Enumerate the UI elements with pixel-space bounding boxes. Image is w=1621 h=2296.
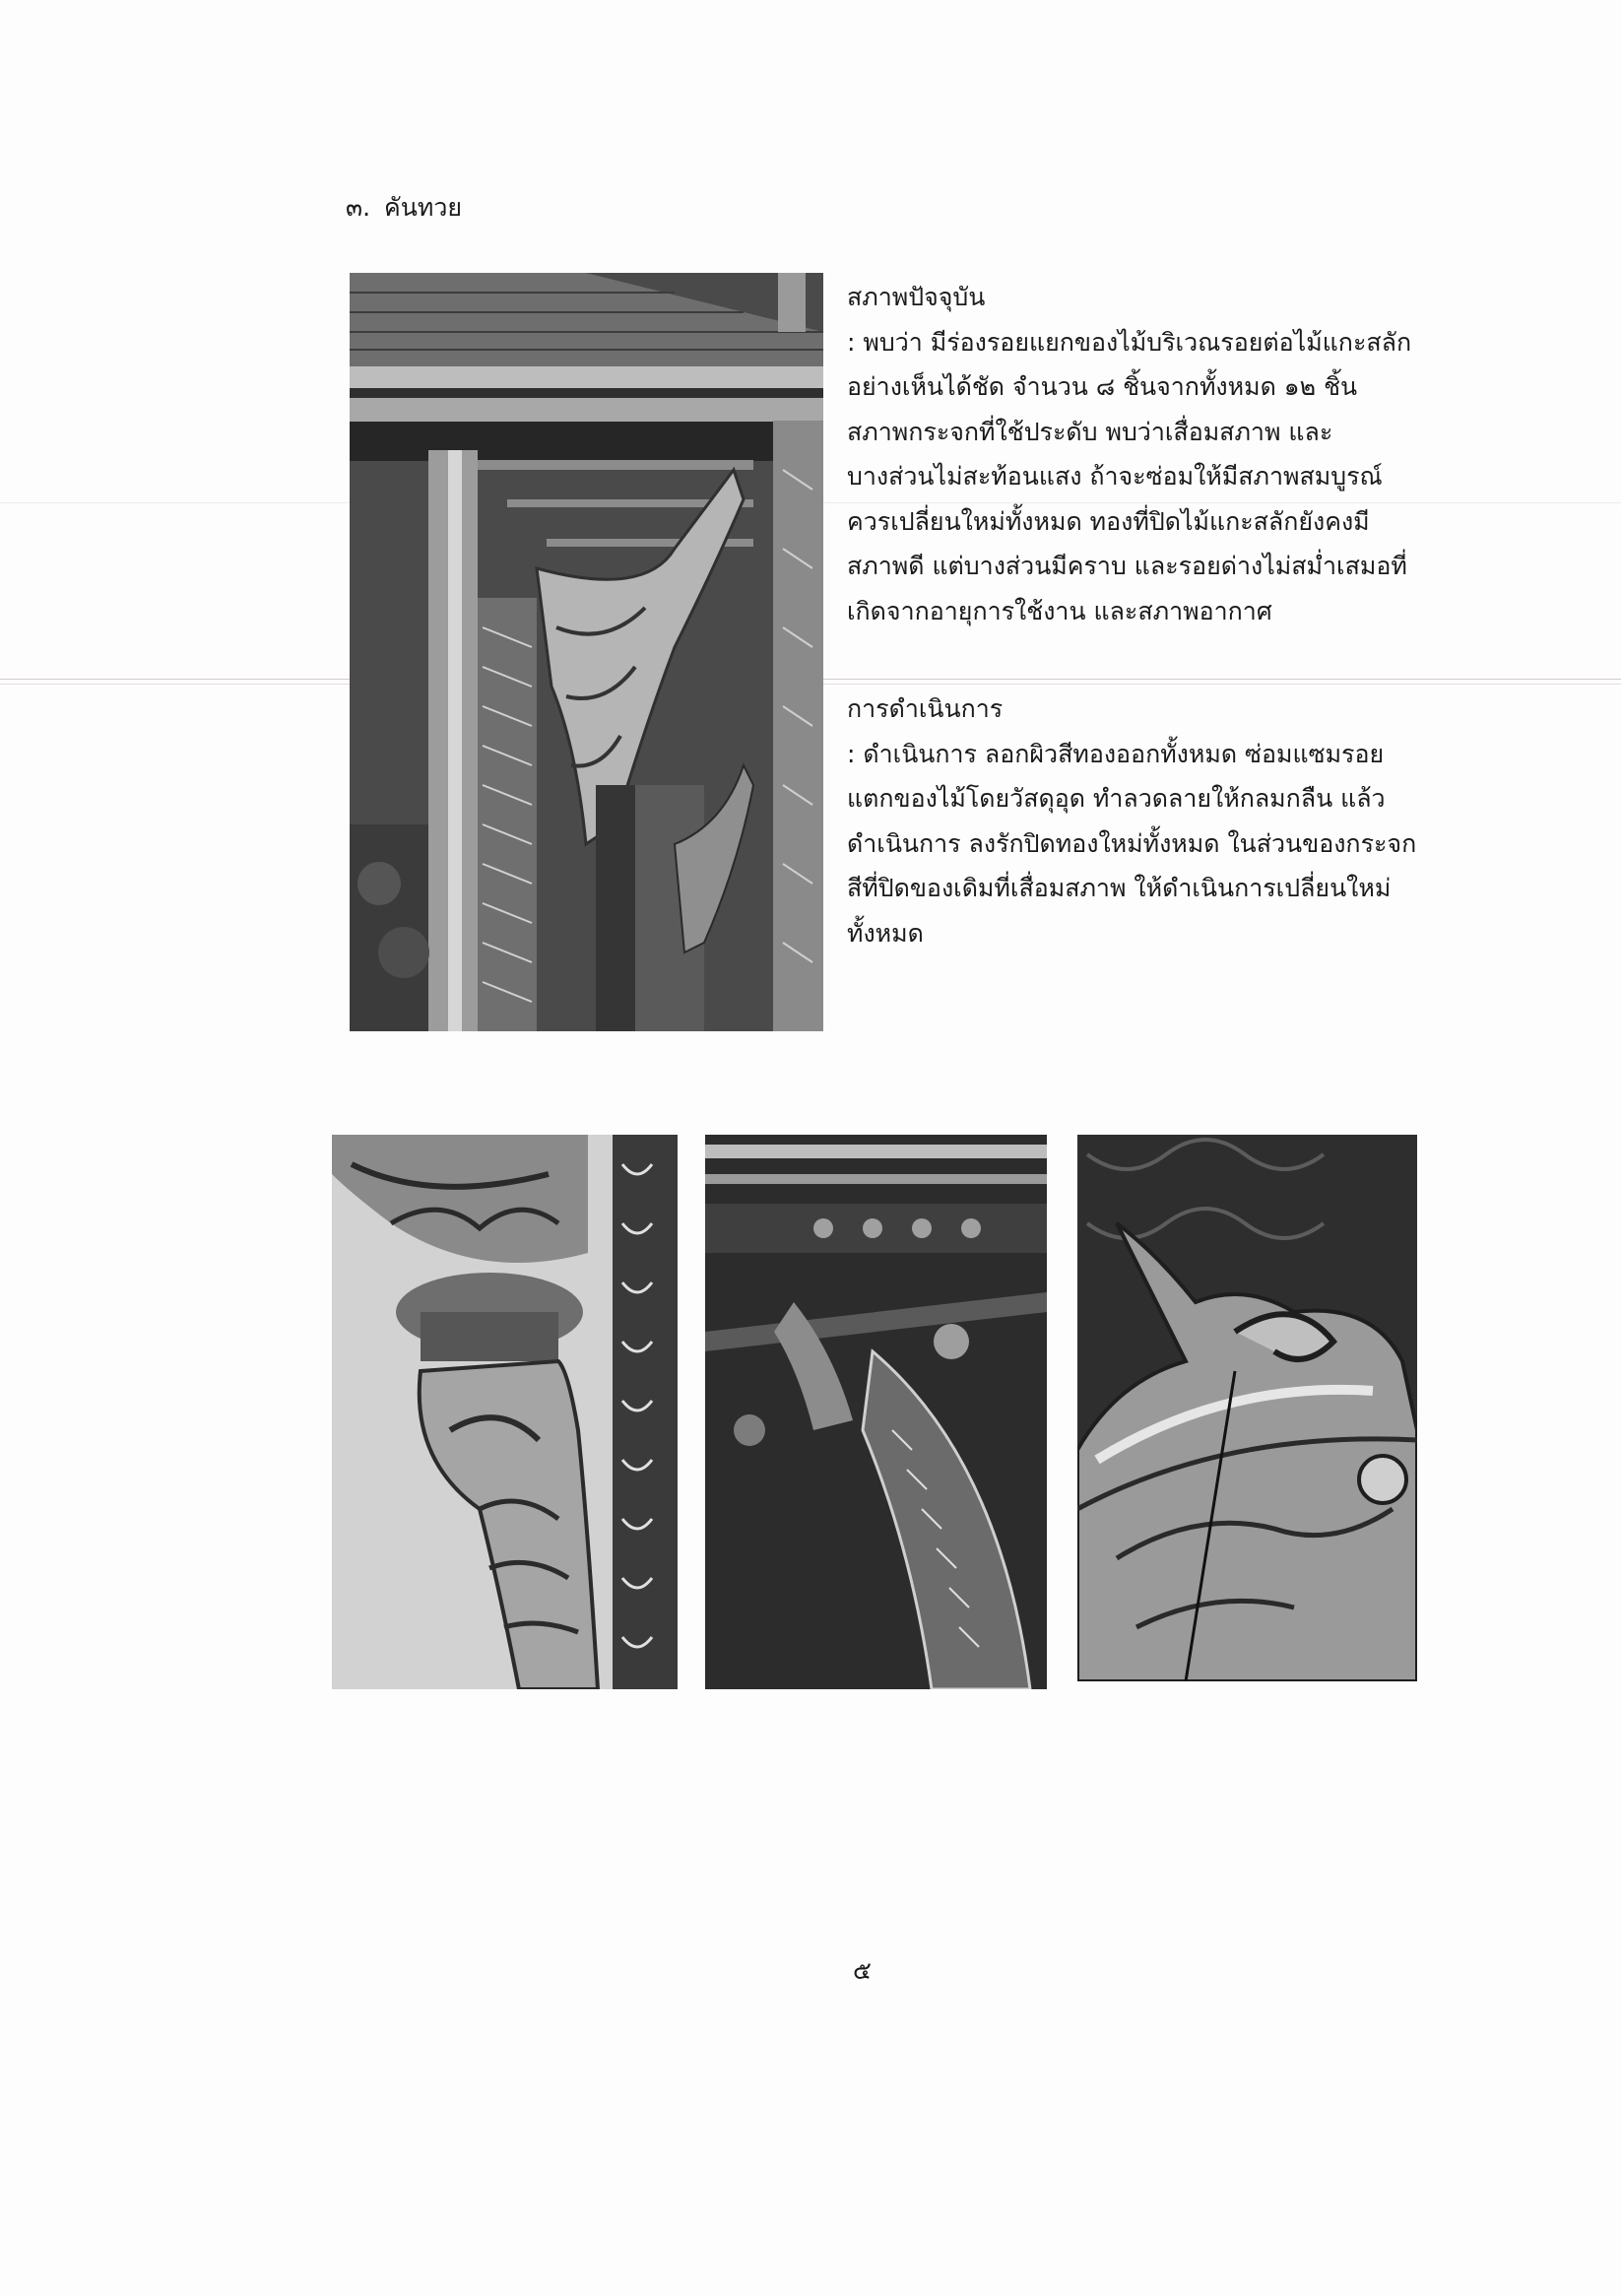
operation-line: ดำเนินการ ลงรักปิดทองใหม่ทั้งหมด ในส่วนของกระจก [847,828,1417,858]
current-condition-section [847,275,1458,633]
operation-line: สีที่ปิดของเดิมที่เสื่อมสภาพ ให้ดำเนินการเปลี่ยนใหม่ [847,874,1392,902]
condition-line: บางส่วนไม่สะท้อนแสง ถ้าจะซ่อมให้มีสภาพสมบูรณ์ [847,462,1383,491]
section-number: ๓. [346,193,371,222]
page-number: ๕ [853,1956,872,1985]
operation-title: การดำเนินการ [847,694,1004,723]
condition-line: ควรเปลี่ยนใหม่ทั้งหมด ทองที่ปิดไม้แกะสลักยังคงมี [847,506,1370,536]
bracket-base-detail-photo [332,1135,678,1689]
carving-crack-detail-photo [1077,1135,1417,1681]
section-title: คันทวย [384,193,463,222]
section-heading [346,190,462,226]
operation-line: : ดำเนินการ ลอกผิวสีทองออกทั้งหมด ซ่อมแซมรอย [847,739,1385,768]
condition-line: อย่างเห็นได้ชัด จำนวน ๘ ชิ้นจากทั้งหมด ๑๒ ชิ้น [847,372,1358,401]
glass-mosaic-detail-photo [705,1135,1047,1689]
operation-section [847,687,1458,955]
operation-line: แตกของไม้โดยวัสดุอุด ทำลวดลายให้กลมกลืน แล้ว [847,784,1386,813]
bracket-overview-photo [350,273,823,1031]
condition-line: : พบว่า มีร่องรอยแยกของไม้บริเวณรอยต่อไม้แกะสลัก [847,327,1412,357]
condition-line: เกิดจากอายุการใช้งาน และสภาพอากาศ [847,596,1272,625]
condition-line: สภาพดี แต่บางส่วนมีคราบ และรอยด่างไม่สม่ำเสมอที่ [847,552,1407,580]
operation-line: ทั้งหมด [847,918,924,948]
condition-line: สภาพกระจกที่ใช้ประดับ พบว่าเสื่อมสภาพ และ [847,417,1333,446]
current-condition-title: สภาพปัจจุบัน [847,283,986,311]
